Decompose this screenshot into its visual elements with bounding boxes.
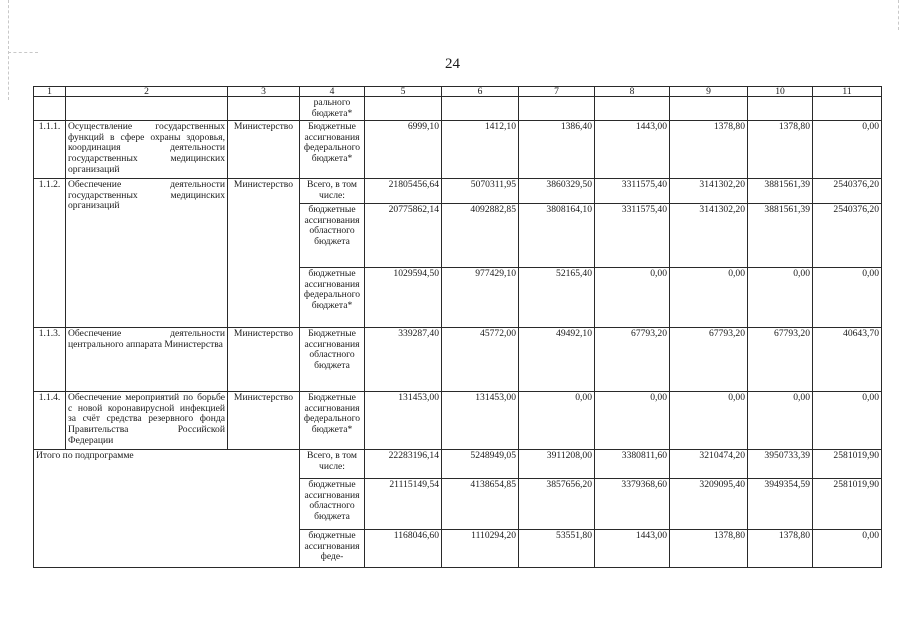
value-cell: 5248949,05 (442, 450, 519, 479)
value-cell: 0,00 (813, 121, 882, 179)
code-cell: 1.1.1. (34, 121, 66, 179)
code-cell (34, 97, 66, 121)
column-header: 2 (66, 87, 228, 97)
value-cell: 1378,80 (748, 121, 813, 179)
value-cell (365, 97, 442, 121)
value-cell: 3949354,59 (748, 479, 813, 530)
value-cell: 21805456,64 (365, 179, 442, 204)
table-row (34, 328, 882, 392)
value-cell: 131453,00 (442, 392, 519, 450)
column-header: 8 (595, 87, 670, 97)
code-cell: 1.1.4. (34, 392, 66, 450)
executor-cell: Министерство (228, 121, 300, 179)
value-cell: 3881561,39 (748, 204, 813, 268)
value-cell: 0,00 (519, 392, 595, 450)
value-cell: 1110294,20 (442, 530, 519, 568)
total-row (34, 450, 882, 479)
value-cell (519, 97, 595, 121)
column-header: 5 (365, 87, 442, 97)
value-cell (670, 97, 748, 121)
table-row (34, 179, 882, 204)
category-cell: Бюджетные ассигнования федерального бюджета* (300, 392, 365, 450)
executor-cell: Министерство (228, 328, 300, 392)
value-cell: 1386,40 (519, 121, 595, 179)
category-cell: бюджетные ассигнования областного бюджета (300, 204, 365, 268)
header-row (34, 87, 882, 97)
name-cell (66, 97, 228, 121)
value-cell: 1378,80 (748, 530, 813, 568)
category-cell: бюджетные ассигнования феде- (300, 530, 365, 568)
value-cell: 3141302,20 (670, 179, 748, 204)
name-cell: Обеспечение мероприятий по борьбе с новой коронавирусной инфекцией за счёт средства резервного фонда Правительства Российской Федерации (66, 392, 228, 450)
value-cell: 1412,10 (442, 121, 519, 179)
table-row (34, 392, 882, 450)
executor-cell (228, 97, 300, 121)
value-cell: 339287,40 (365, 328, 442, 392)
scan-edge-right (898, 0, 899, 30)
category-cell: Бюджетные ассигнования областного бюджета (300, 328, 365, 392)
value-cell: 1378,80 (670, 530, 748, 568)
column-header: 6 (442, 87, 519, 97)
name-cell: Осуществление государственных функций в сфере охраны здоровья, координация деятельности государственных медицинских организаций (66, 121, 228, 179)
value-cell: 3311575,40 (595, 179, 670, 204)
category-cell: бюджетные ассигнования федерального бюджета* (300, 268, 365, 328)
value-cell: 67793,20 (748, 328, 813, 392)
value-cell: 21115149,54 (365, 479, 442, 530)
value-cell (442, 97, 519, 121)
total-label-cell: Итого по подпрограмме (34, 450, 300, 568)
value-cell: 5070311,95 (442, 179, 519, 204)
value-cell: 131453,00 (365, 392, 442, 450)
value-cell: 6999,10 (365, 121, 442, 179)
value-cell: 3209095,40 (670, 479, 748, 530)
scan-edge-left (8, 0, 9, 100)
page-number: 24 (445, 56, 460, 72)
value-cell: 0,00 (595, 268, 670, 328)
column-header: 4 (300, 87, 365, 97)
value-cell: 3210474,20 (670, 450, 748, 479)
value-cell: 3379368,60 (595, 479, 670, 530)
value-cell: 67793,20 (670, 328, 748, 392)
value-cell (748, 97, 813, 121)
value-cell: 3950733,39 (748, 450, 813, 479)
value-cell: 4092882,85 (442, 204, 519, 268)
category-cell: Бюджетные ассигнования федерального бюджета* (300, 121, 365, 179)
value-cell: 1443,00 (595, 121, 670, 179)
table-row (34, 121, 882, 179)
name-cell: Обеспечение деятельности центрального аппарата Министерства (66, 328, 228, 392)
category-cell: Всего, в том числе: (300, 179, 365, 204)
value-cell: 3881561,39 (748, 179, 813, 204)
value-cell: 0,00 (813, 268, 882, 328)
column-header: 10 (748, 87, 813, 97)
budget-table (33, 86, 882, 568)
value-cell: 2540376,20 (813, 179, 882, 204)
value-cell: 20775862,14 (365, 204, 442, 268)
value-cell: 2540376,20 (813, 204, 882, 268)
value-cell: 3141302,20 (670, 204, 748, 268)
value-cell: 52165,40 (519, 268, 595, 328)
column-header: 7 (519, 87, 595, 97)
category-cell: Всего, в том числе: (300, 450, 365, 479)
value-cell: 3311575,40 (595, 204, 670, 268)
value-cell: 1443,00 (595, 530, 670, 568)
value-cell: 0,00 (813, 392, 882, 450)
value-cell: 4138654,85 (442, 479, 519, 530)
value-cell: 45772,00 (442, 328, 519, 392)
value-cell: 2581019,90 (813, 479, 882, 530)
category-cell: бюджетные ассигнования областного бюджета (300, 479, 365, 530)
value-cell: 3911208,00 (519, 450, 595, 479)
category-cell: рального бюджета* (300, 97, 365, 121)
value-cell (595, 97, 670, 121)
column-header: 11 (813, 87, 882, 97)
value-cell: 977429,10 (442, 268, 519, 328)
value-cell: 40643,70 (813, 328, 882, 392)
value-cell (813, 97, 882, 121)
code-cell: 1.1.3. (34, 328, 66, 392)
value-cell: 3808164,10 (519, 204, 595, 268)
value-cell: 67793,20 (595, 328, 670, 392)
scan-edge-top (8, 52, 38, 53)
value-cell: 3380811,60 (595, 450, 670, 479)
column-header: 3 (228, 87, 300, 97)
executor-cell: Министерство (228, 392, 300, 450)
carryover-row (34, 97, 882, 121)
value-cell: 3860329,50 (519, 179, 595, 204)
value-cell: 0,00 (670, 268, 748, 328)
code-cell: 1.1.2. (34, 179, 66, 328)
value-cell: 1168046,60 (365, 530, 442, 568)
value-cell: 0,00 (813, 530, 882, 568)
value-cell: 1029594,50 (365, 268, 442, 328)
value-cell: 1378,80 (670, 121, 748, 179)
value-cell: 49492,10 (519, 328, 595, 392)
value-cell: 3857656,20 (519, 479, 595, 530)
column-header: 9 (670, 87, 748, 97)
executor-cell: Министерство (228, 179, 300, 328)
value-cell: 0,00 (748, 268, 813, 328)
value-cell: 2581019,90 (813, 450, 882, 479)
value-cell: 0,00 (595, 392, 670, 450)
value-cell: 22283196,14 (365, 450, 442, 479)
name-cell: Обеспечение деятельности государственных медицинских организаций (66, 179, 228, 328)
column-header: 1 (34, 87, 66, 97)
value-cell: 0,00 (670, 392, 748, 450)
value-cell: 0,00 (748, 392, 813, 450)
value-cell: 53551,80 (519, 530, 595, 568)
